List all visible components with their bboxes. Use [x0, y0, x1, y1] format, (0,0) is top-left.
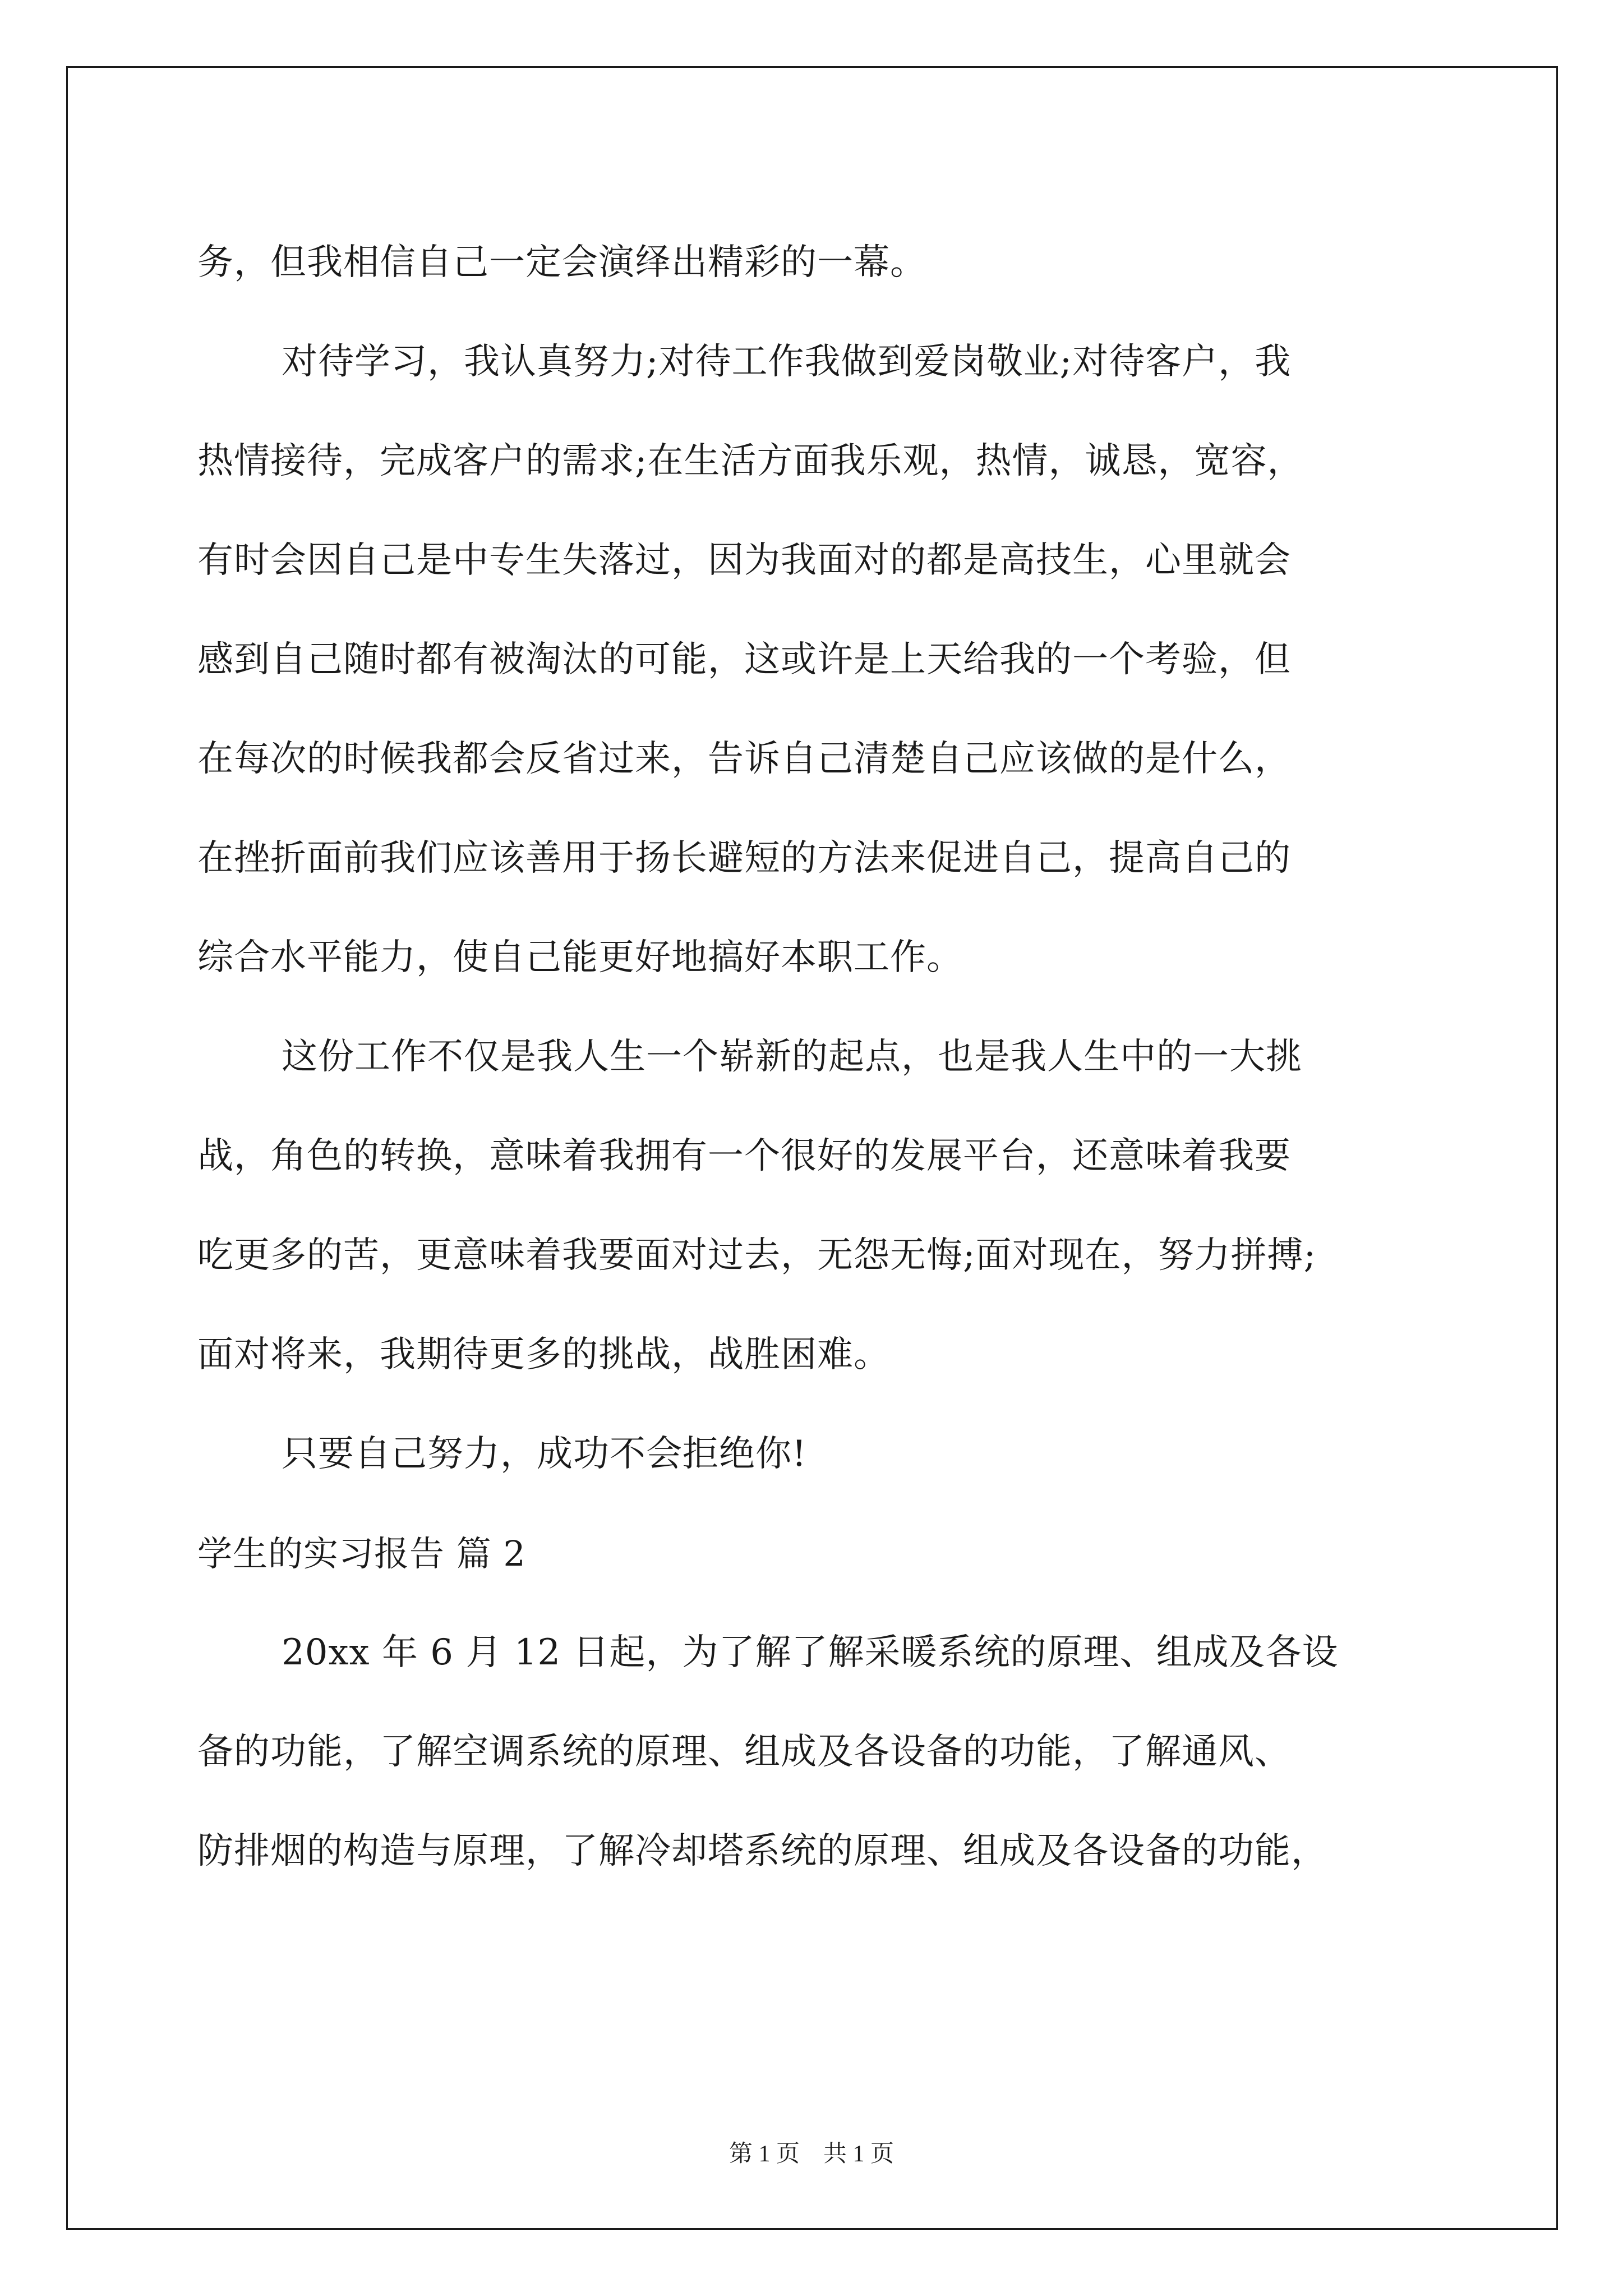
text-line-3: 热情接待，完成客户的需求;在生活方面我乐观，热情，诚恳，宽容，	[197, 440, 1304, 482]
text-line-1: 务，但我相信自己一定会演绎出精彩的一幕。	[197, 242, 926, 283]
text-line-12: 面对将来，我期待更多的挑战，战胜困难。	[197, 1334, 890, 1375]
document-body	[197, 213, 1431, 1901]
section-heading: 学生的实习报告 篇 2	[197, 1533, 526, 1574]
text-line-5: 感到自己随时都有被淘汰的可能，这或许是上天给我的一个考验，但	[197, 639, 1291, 680]
text-line-17: 防排烟的构造与原理，了解冷却塔系统的原理、组成及各设备的功能，	[197, 1830, 1327, 1872]
text-line-4: 有时会因自己是中专生失落过，因为我面对的都是高技生，心里就会	[197, 540, 1291, 581]
text-line-7: 在挫折面前我们应该善用于扬长避短的方法来促进自己，提高自己的	[197, 838, 1291, 879]
text-line-6: 在每次的时候我都会反省过来，告诉自己清楚自己应该做的是什么，	[197, 738, 1291, 780]
text-line-13: 只要自己努力，成功不会拒绝你!	[282, 1433, 807, 1475]
text-line-2: 对待学习，我认真努力;对待工作我做到爱岗敬业;对待客户，我	[282, 341, 1292, 383]
text-line-9: 这份工作不仅是我人生一个崭新的起点，也是我人生中的一大挑	[282, 1036, 1302, 1078]
page-number-footer: 第 1 页 共 1 页	[728, 2141, 894, 2167]
text-line-8: 综合水平能力，使自己能更好地搞好本职工作。	[197, 937, 963, 978]
text-line-16: 备的功能，了解空调系统的原理、组成及各设备的功能，了解通风、	[197, 1731, 1291, 1773]
text-line-10: 战，角色的转换，意味着我拥有一个很好的发展平台，还意味着我要	[197, 1135, 1291, 1177]
text-line-11: 吃更多的苦，更意味着我要面对过去，无怨无悔;面对现在，努力拼搏;	[197, 1235, 1317, 1276]
text-line-15: 20xx 年 6 月 12 日起，为了解了解采暖系统的原理、组成及各设	[282, 1632, 1339, 1673]
